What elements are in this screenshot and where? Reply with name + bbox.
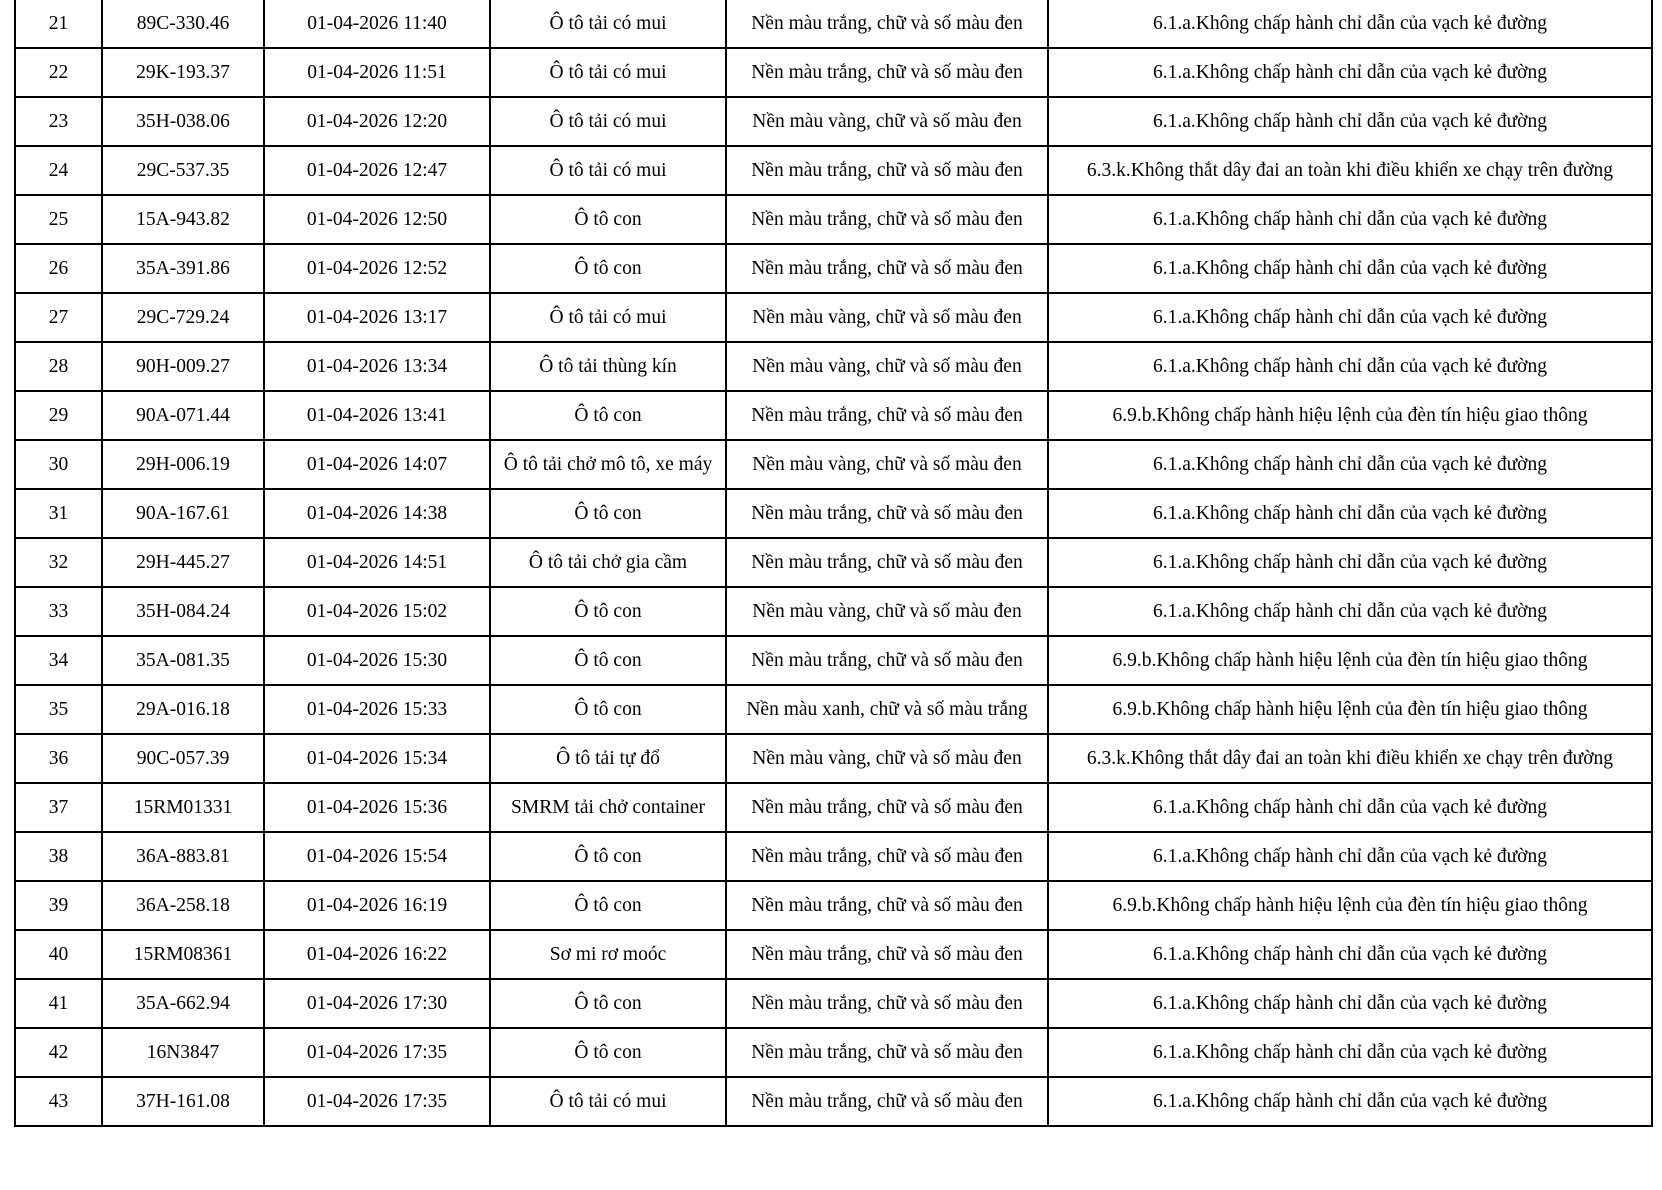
violation-time-cell: 01-04-2026 14:38 bbox=[264, 489, 490, 538]
violation-time-cell: 01-04-2026 17:35 bbox=[264, 1028, 490, 1077]
violation-time-cell: 01-04-2026 12:50 bbox=[264, 195, 490, 244]
vehicle-type-cell: Ô tô tải có mui bbox=[490, 293, 726, 342]
license-plate-cell: 29A-016.18 bbox=[102, 685, 264, 734]
row-number-cell: 23 bbox=[15, 97, 102, 146]
table-row bbox=[15, 195, 1652, 244]
vehicle-type-cell: Ô tô con bbox=[490, 391, 726, 440]
violation-time-cell: 01-04-2026 15:34 bbox=[264, 734, 490, 783]
table-row bbox=[15, 832, 1652, 881]
vehicle-type-cell: Ô tô tải có mui bbox=[490, 48, 726, 97]
violation-time-cell: 01-04-2026 13:17 bbox=[264, 293, 490, 342]
violation-description-cell: 6.9.b.Không chấp hành hiệu lệnh của đèn tín hiệu giao thông bbox=[1048, 636, 1652, 685]
vehicle-type-cell: Ô tô con bbox=[490, 832, 726, 881]
row-number-cell: 31 bbox=[15, 489, 102, 538]
vehicle-type-cell: Ô tô con bbox=[490, 881, 726, 930]
vehicle-type-cell: Ô tô con bbox=[490, 195, 726, 244]
table-row bbox=[15, 489, 1652, 538]
license-plate-cell: 29C-537.35 bbox=[102, 146, 264, 195]
license-plate-cell: 89C-330.46 bbox=[102, 0, 264, 48]
table-row bbox=[15, 48, 1652, 97]
table-row bbox=[15, 587, 1652, 636]
license-plate-cell: 29C-729.24 bbox=[102, 293, 264, 342]
table-row bbox=[15, 146, 1652, 195]
row-number-cell: 41 bbox=[15, 979, 102, 1028]
row-number-cell: 38 bbox=[15, 832, 102, 881]
row-number-cell: 33 bbox=[15, 587, 102, 636]
violation-description-cell: 6.1.a.Không chấp hành chỉ dẫn của vạch kẻ đường bbox=[1048, 293, 1652, 342]
plate-color-cell: Nền màu trắng, chữ và số màu đen bbox=[726, 783, 1048, 832]
vehicle-type-cell: Ô tô tải có mui bbox=[490, 97, 726, 146]
vehicle-type-cell: Ô tô tải có mui bbox=[490, 146, 726, 195]
license-plate-cell: 29H-006.19 bbox=[102, 440, 264, 489]
violation-description-cell: 6.1.a.Không chấp hành chỉ dẫn của vạch kẻ đường bbox=[1048, 587, 1652, 636]
row-number-cell: 37 bbox=[15, 783, 102, 832]
plate-color-cell: Nền màu trắng, chữ và số màu đen bbox=[726, 832, 1048, 881]
row-number-cell: 42 bbox=[15, 1028, 102, 1077]
violation-description-cell: 6.1.a.Không chấp hành chỉ dẫn của vạch kẻ đường bbox=[1048, 440, 1652, 489]
license-plate-cell: 35H-038.06 bbox=[102, 97, 264, 146]
plate-color-cell: Nền màu trắng, chữ và số màu đen bbox=[726, 636, 1048, 685]
row-number-cell: 26 bbox=[15, 244, 102, 293]
row-number-cell: 24 bbox=[15, 146, 102, 195]
license-plate-cell: 15A-943.82 bbox=[102, 195, 264, 244]
table-row bbox=[15, 979, 1652, 1028]
plate-color-cell: Nền màu trắng, chữ và số màu đen bbox=[726, 195, 1048, 244]
vehicle-type-cell: Ô tô tải có mui bbox=[490, 1077, 726, 1126]
row-number-cell: 43 bbox=[15, 1077, 102, 1126]
row-number-cell: 28 bbox=[15, 342, 102, 391]
table-row bbox=[15, 783, 1652, 832]
violation-description-cell: 6.3.k.Không thắt dây đai an toàn khi điều khiển xe chạy trên đường bbox=[1048, 734, 1652, 783]
table-row bbox=[15, 0, 1652, 48]
license-plate-cell: 29H-445.27 bbox=[102, 538, 264, 587]
plate-color-cell: Nền màu trắng, chữ và số màu đen bbox=[726, 146, 1048, 195]
plate-color-cell: Nền màu trắng, chữ và số màu đen bbox=[726, 930, 1048, 979]
violation-time-cell: 01-04-2026 13:41 bbox=[264, 391, 490, 440]
violation-time-cell: 01-04-2026 17:30 bbox=[264, 979, 490, 1028]
license-plate-cell: 90H-009.27 bbox=[102, 342, 264, 391]
row-number-cell: 40 bbox=[15, 930, 102, 979]
vehicle-type-cell: Ô tô tải có mui bbox=[490, 0, 726, 48]
license-plate-cell: 36A-883.81 bbox=[102, 832, 264, 881]
row-number-cell: 25 bbox=[15, 195, 102, 244]
table-row bbox=[15, 391, 1652, 440]
vehicle-type-cell: SMRM tải chở container bbox=[490, 783, 726, 832]
violation-time-cell: 01-04-2026 12:52 bbox=[264, 244, 490, 293]
violation-time-cell: 01-04-2026 14:51 bbox=[264, 538, 490, 587]
license-plate-cell: 37H-161.08 bbox=[102, 1077, 264, 1126]
row-number-cell: 21 bbox=[15, 0, 102, 48]
vehicle-type-cell: Ô tô con bbox=[490, 587, 726, 636]
plate-color-cell: Nền màu trắng, chữ và số màu đen bbox=[726, 244, 1048, 293]
table-row bbox=[15, 734, 1652, 783]
row-number-cell: 36 bbox=[15, 734, 102, 783]
table-row bbox=[15, 440, 1652, 489]
license-plate-cell: 90C-057.39 bbox=[102, 734, 264, 783]
violation-description-cell: 6.1.a.Không chấp hành chỉ dẫn của vạch kẻ đường bbox=[1048, 538, 1652, 587]
vehicle-type-cell: Ô tô con bbox=[490, 685, 726, 734]
table-row bbox=[15, 930, 1652, 979]
vehicle-type-cell: Ô tô con bbox=[490, 636, 726, 685]
violation-description-cell: 6.3.k.Không thắt dây đai an toàn khi điều khiển xe chạy trên đường bbox=[1048, 146, 1652, 195]
violation-time-cell: 01-04-2026 15:33 bbox=[264, 685, 490, 734]
plate-color-cell: Nền màu vàng, chữ và số màu đen bbox=[726, 97, 1048, 146]
violation-time-cell: 01-04-2026 12:47 bbox=[264, 146, 490, 195]
license-plate-cell: 15RM01331 bbox=[102, 783, 264, 832]
row-number-cell: 39 bbox=[15, 881, 102, 930]
license-plate-cell: 35A-391.86 bbox=[102, 244, 264, 293]
table-row bbox=[15, 1028, 1652, 1077]
row-number-cell: 22 bbox=[15, 48, 102, 97]
plate-color-cell: Nền màu trắng, chữ và số màu đen bbox=[726, 979, 1048, 1028]
table-row bbox=[15, 538, 1652, 587]
vehicle-type-cell: Ô tô con bbox=[490, 1028, 726, 1077]
license-plate-cell: 35H-084.24 bbox=[102, 587, 264, 636]
table-row bbox=[15, 881, 1652, 930]
row-number-cell: 29 bbox=[15, 391, 102, 440]
vehicle-type-cell: Ô tô tải chở mô tô, xe máy bbox=[490, 440, 726, 489]
violation-time-cell: 01-04-2026 15:36 bbox=[264, 783, 490, 832]
plate-color-cell: Nền màu vàng, chữ và số màu đen bbox=[726, 342, 1048, 391]
violation-description-cell: 6.1.a.Không chấp hành chỉ dẫn của vạch kẻ đường bbox=[1048, 489, 1652, 538]
violation-description-cell: 6.1.a.Không chấp hành chỉ dẫn của vạch kẻ đường bbox=[1048, 342, 1652, 391]
plate-color-cell: Nền màu trắng, chữ và số màu đen bbox=[726, 1077, 1048, 1126]
violation-description-cell: 6.1.a.Không chấp hành chỉ dẫn của vạch kẻ đường bbox=[1048, 97, 1652, 146]
vehicle-type-cell: Ô tô con bbox=[490, 489, 726, 538]
violation-description-cell: 6.1.a.Không chấp hành chỉ dẫn của vạch kẻ đường bbox=[1048, 244, 1652, 293]
plate-color-cell: Nền màu trắng, chữ và số màu đen bbox=[726, 48, 1048, 97]
table-row bbox=[15, 1077, 1652, 1126]
license-plate-cell: 35A-662.94 bbox=[102, 979, 264, 1028]
plate-color-cell: Nền màu vàng, chữ và số màu đen bbox=[726, 440, 1048, 489]
plate-color-cell: Nền màu vàng, chữ và số màu đen bbox=[726, 587, 1048, 636]
plate-color-cell: Nền màu vàng, chữ và số màu đen bbox=[726, 293, 1048, 342]
table-row bbox=[15, 342, 1652, 391]
violation-description-cell: 6.9.b.Không chấp hành hiệu lệnh của đèn tín hiệu giao thông bbox=[1048, 685, 1652, 734]
plate-color-cell: Nền màu trắng, chữ và số màu đen bbox=[726, 489, 1048, 538]
vehicle-type-cell: Sơ mi rơ moóc bbox=[490, 930, 726, 979]
plate-color-cell: Nền màu trắng, chữ và số màu đen bbox=[726, 391, 1048, 440]
row-number-cell: 32 bbox=[15, 538, 102, 587]
violation-time-cell: 01-04-2026 17:35 bbox=[264, 1077, 490, 1126]
vehicle-type-cell: Ô tô tải chở gia cầm bbox=[490, 538, 726, 587]
violation-description-cell: 6.1.a.Không chấp hành chỉ dẫn của vạch kẻ đường bbox=[1048, 832, 1652, 881]
violation-description-cell: 6.1.a.Không chấp hành chỉ dẫn của vạch kẻ đường bbox=[1048, 0, 1652, 48]
violation-table-container bbox=[14, 0, 1651, 1127]
violation-time-cell: 01-04-2026 11:40 bbox=[264, 0, 490, 48]
license-plate-cell: 90A-071.44 bbox=[102, 391, 264, 440]
violation-time-cell: 01-04-2026 16:22 bbox=[264, 930, 490, 979]
license-plate-cell: 16N3847 bbox=[102, 1028, 264, 1077]
plate-color-cell: Nền màu vàng, chữ và số màu đen bbox=[726, 734, 1048, 783]
license-plate-cell: 35A-081.35 bbox=[102, 636, 264, 685]
row-number-cell: 34 bbox=[15, 636, 102, 685]
violation-time-cell: 01-04-2026 12:20 bbox=[264, 97, 490, 146]
plate-color-cell: Nền màu trắng, chữ và số màu đen bbox=[726, 0, 1048, 48]
plate-color-cell: Nền màu trắng, chữ và số màu đen bbox=[726, 538, 1048, 587]
table-row bbox=[15, 293, 1652, 342]
violation-description-cell: 6.1.a.Không chấp hành chỉ dẫn của vạch kẻ đường bbox=[1048, 195, 1652, 244]
violation-description-cell: 6.1.a.Không chấp hành chỉ dẫn của vạch kẻ đường bbox=[1048, 48, 1652, 97]
violation-time-cell: 01-04-2026 15:02 bbox=[264, 587, 490, 636]
row-number-cell: 35 bbox=[15, 685, 102, 734]
violation-description-cell: 6.9.b.Không chấp hành hiệu lệnh của đèn tín hiệu giao thông bbox=[1048, 391, 1652, 440]
violation-table-body bbox=[15, 0, 1652, 1126]
violation-time-cell: 01-04-2026 13:34 bbox=[264, 342, 490, 391]
violation-description-cell: 6.1.a.Không chấp hành chỉ dẫn của vạch kẻ đường bbox=[1048, 930, 1652, 979]
plate-color-cell: Nền màu trắng, chữ và số màu đen bbox=[726, 881, 1048, 930]
table-row bbox=[15, 97, 1652, 146]
vehicle-type-cell: Ô tô tải tự đổ bbox=[490, 734, 726, 783]
violation-description-cell: 6.1.a.Không chấp hành chỉ dẫn của vạch kẻ đường bbox=[1048, 1077, 1652, 1126]
vehicle-type-cell: Ô tô con bbox=[490, 244, 726, 293]
violation-time-cell: 01-04-2026 16:19 bbox=[264, 881, 490, 930]
vehicle-type-cell: Ô tô tải thùng kín bbox=[490, 342, 726, 391]
violation-description-cell: 6.1.a.Không chấp hành chỉ dẫn của vạch kẻ đường bbox=[1048, 1028, 1652, 1077]
violation-time-cell: 01-04-2026 15:54 bbox=[264, 832, 490, 881]
violation-time-cell: 01-04-2026 11:51 bbox=[264, 48, 490, 97]
table-row bbox=[15, 636, 1652, 685]
violation-description-cell: 6.1.a.Không chấp hành chỉ dẫn của vạch kẻ đường bbox=[1048, 979, 1652, 1028]
violation-time-cell: 01-04-2026 14:07 bbox=[264, 440, 490, 489]
vehicle-type-cell: Ô tô con bbox=[490, 979, 726, 1028]
row-number-cell: 27 bbox=[15, 293, 102, 342]
table-row bbox=[15, 244, 1652, 293]
license-plate-cell: 15RM08361 bbox=[102, 930, 264, 979]
violation-time-cell: 01-04-2026 15:30 bbox=[264, 636, 490, 685]
license-plate-cell: 29K-193.37 bbox=[102, 48, 264, 97]
violation-description-cell: 6.9.b.Không chấp hành hiệu lệnh của đèn tín hiệu giao thông bbox=[1048, 881, 1652, 930]
license-plate-cell: 90A-167.61 bbox=[102, 489, 264, 538]
license-plate-cell: 36A-258.18 bbox=[102, 881, 264, 930]
table-row bbox=[15, 685, 1652, 734]
plate-color-cell: Nền màu xanh, chữ và số màu trắng bbox=[726, 685, 1048, 734]
violation-table bbox=[14, 0, 1653, 1127]
row-number-cell: 30 bbox=[15, 440, 102, 489]
violation-description-cell: 6.1.a.Không chấp hành chỉ dẫn của vạch kẻ đường bbox=[1048, 783, 1652, 832]
plate-color-cell: Nền màu trắng, chữ và số màu đen bbox=[726, 1028, 1048, 1077]
